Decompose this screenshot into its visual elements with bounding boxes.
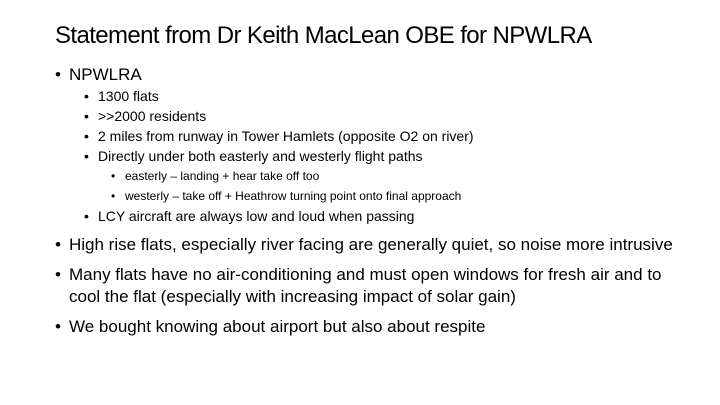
bullet-item (55, 86, 695, 106)
bullet-item (55, 206, 695, 226)
bullet-item (55, 166, 695, 186)
bullet-icon: • (55, 265, 61, 284)
bullet-item (55, 126, 695, 146)
bullet-icon: • (55, 317, 61, 336)
bullet-icon: • (111, 189, 116, 203)
bullet-text: NPWLRA (69, 65, 142, 84)
bullet-item (55, 234, 695, 256)
bullet-item (55, 316, 695, 338)
bullet-text: Directly under both easterly and westerly flight paths (98, 148, 423, 164)
bullet-text: We bought knowing about airport but also about respite (69, 317, 486, 336)
bullet-icon: • (84, 208, 89, 224)
bullet-text: LCY aircraft are always low and loud when passing (98, 208, 415, 224)
bullet-item (55, 146, 695, 166)
bullet-item (55, 106, 695, 126)
slide-content (55, 64, 695, 338)
bullet-icon: • (84, 108, 89, 124)
bullet-icon: • (84, 88, 89, 104)
bullet-item (55, 64, 695, 86)
bullet-text: >>2000 residents (98, 108, 207, 124)
bullet-icon: • (84, 128, 89, 144)
bullet-text: High rise flats, especially river facing are generally quiet, so noise more intrusive (69, 235, 673, 254)
slide-title: Statement from Dr Keith MacLean OBE for NPWLRA (55, 22, 592, 49)
bullet-text: Many flats have no air-conditioning and must open windows for fresh air and to cool the flat (especially with increasing impact of solar gain) (69, 265, 662, 306)
bullet-icon: • (111, 169, 116, 183)
bullet-text: 2 miles from runway in Tower Hamlets (opposite O2 on river) (98, 128, 474, 144)
bullet-item (55, 264, 695, 308)
bullet-text: 1300 flats (98, 88, 159, 104)
bullet-icon: • (55, 235, 61, 254)
bullet-text: easterly – landing + hear take off too (125, 169, 320, 183)
bullet-icon: • (55, 65, 61, 84)
bullet-icon: • (84, 148, 89, 164)
bullet-text: westerly – take off + Heathrow turning point onto final approach (125, 189, 462, 203)
bullet-item (55, 186, 695, 206)
